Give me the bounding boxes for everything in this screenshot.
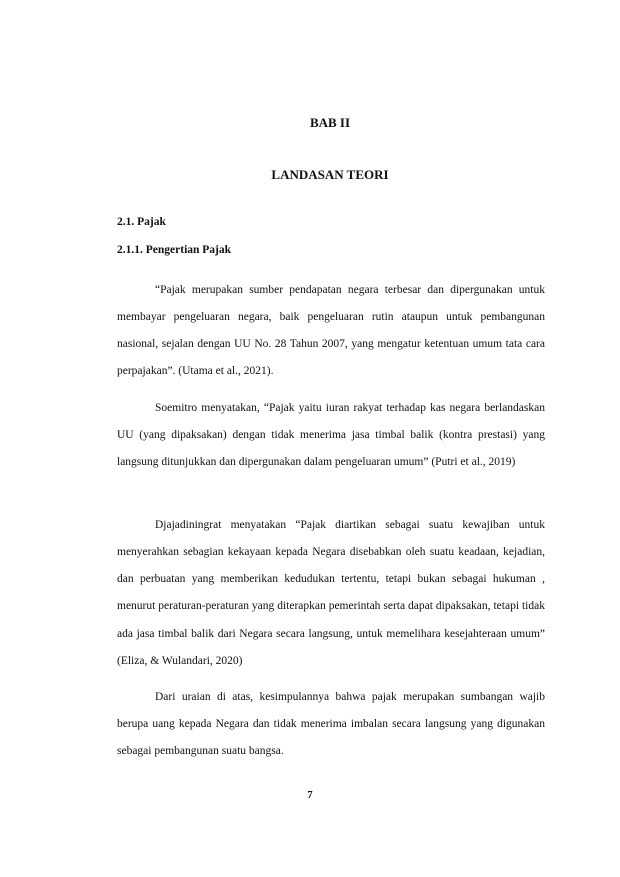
- chapter-title: LANDASAN TEORI: [271, 167, 389, 182]
- paragraph-3: Djajadiningrat menyatakan “Pajak diartikan sebagai suatu kewajiban untuk menyerahkan sebagian kekayaan kepada Negara disebabkan oleh suatu keadaan, kejadian, dan perbuatan yang memberikan kedudukan tertentu, tetapi bukan sebagai hukuman , menurut peraturan-peraturan yang diterapkan pemerintah serta dapat dipaksakan, tetapi tidak ada jasa timbal balik dari Negara secara langsung, untuk memelihara kesejahteraan umum” (Eliza, & Wulandari, 2020): [117, 518, 545, 667]
- paragraph-4: Dari uraian di atas, kesimpulannya bahwa pajak merupakan sumbangan wajib berupa uang kepada Negara dan tidak menerima imbalan secara langsung yang digunakan sebagai pembangunan suatu bangsa.: [117, 690, 545, 758]
- page-number: 7: [307, 790, 313, 801]
- section-heading: 2.1. Pajak: [117, 216, 166, 228]
- paragraph-2: Soemitro menyatakan, “Pajak yaitu iuran rakyat terhadap kas negara berlandaskan UU (yang dipaksakan) dengan tidak menerima jasa timbal balik (kontra prestasi) yang langsung ditunjukkan dan dipergunakan dalam pengeluaran umum” (Putri et al., 2019): [117, 401, 545, 469]
- subsection-heading: 2.1.1. Pengertian Pajak: [117, 244, 232, 256]
- paragraph-1: “Pajak merupakan sumber pendapatan negara terbesar dan dipergunakan untuk membayar pengeluaran negara, baik pengeluaran rutin ataupun untuk pembangunan nasional, sejalan dengan UU No. 28 Tahun 2007, yang mengatur ketentuan umum tata cara perpajakan”. (Utama et al., 2021).: [117, 283, 545, 378]
- chapter-number: BAB II: [309, 115, 351, 130]
